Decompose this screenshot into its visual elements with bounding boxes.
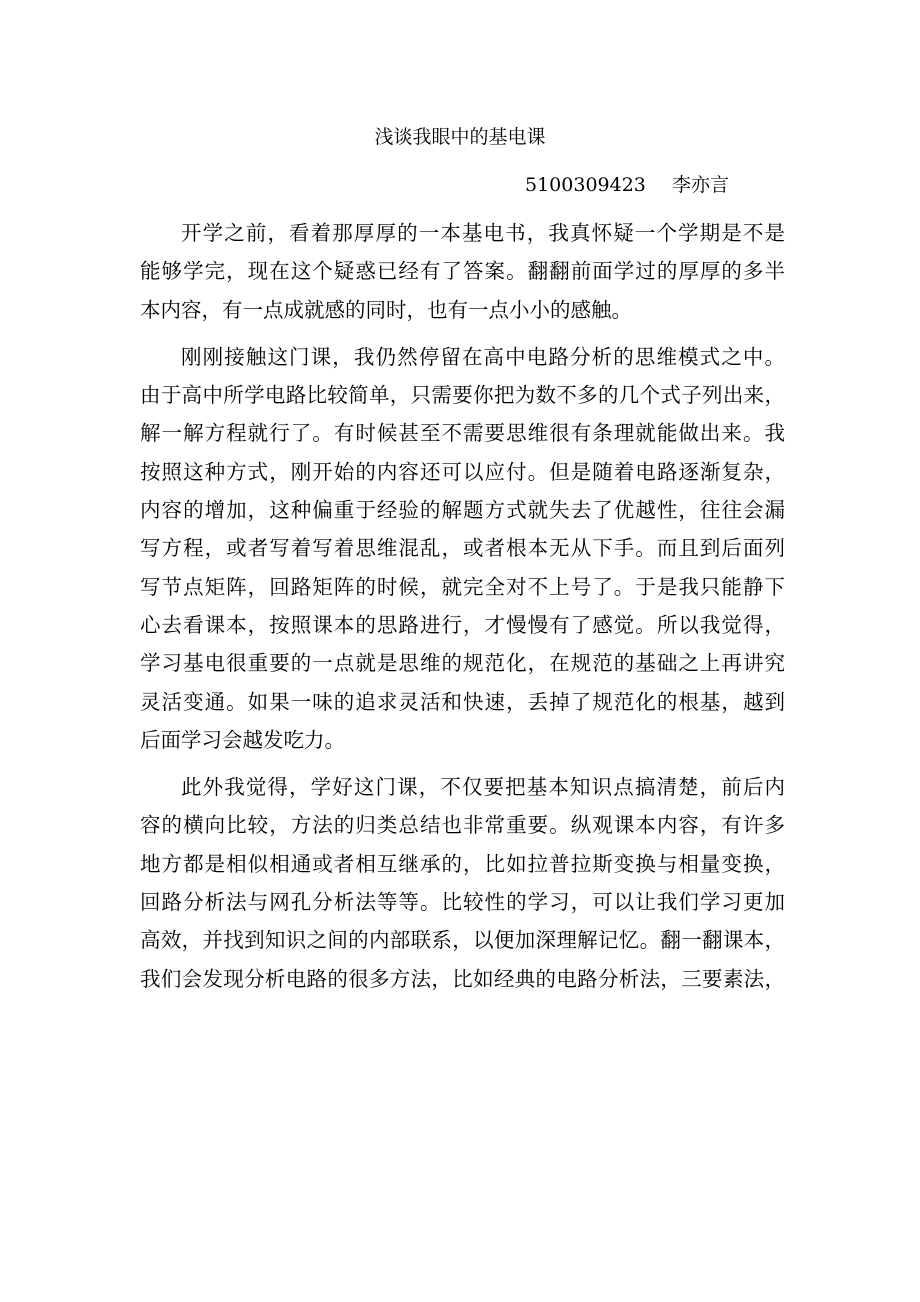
text-line: 能够学完，现在这个疑惑已经有了答案。翻翻前面学过的厚厚的多半 xyxy=(140,259,785,284)
paragraph xyxy=(140,214,785,329)
text-line: 此外我觉得，学好这门课，不仅要把基本知识点搞清楚，前后内 xyxy=(181,775,785,800)
text-line: 解一解方程就行了。有时候甚至不需要思维很有条理就能做出来。我 xyxy=(140,421,785,446)
author-name: 李亦言 xyxy=(671,174,729,196)
text-line: 回路分析法与网孔分析法等等。比较性的学习，可以让我们学习更加 xyxy=(140,890,785,915)
text-line: 刚刚接触这门课，我仍然停留在高中电路分析的思维模式之中。 xyxy=(181,344,785,369)
text-line: 高效，并找到知识之间的内部联系，以便加深理解记忆。翻一翻课本， xyxy=(140,928,785,953)
document-body xyxy=(140,214,785,998)
text-line: 写方程，或者写着写着思维混乱，或者根本无从下手。而且到后面列 xyxy=(140,536,785,561)
text-line: 容的横向比较，方法的归类总结也非常重要。纵观课本内容，有许多 xyxy=(140,813,785,838)
author-line xyxy=(525,172,729,198)
text-line: 后面学习会越发吃力。 xyxy=(140,727,345,752)
text-line: 本内容，有一点成就感的同时，也有一点小小的感触。 xyxy=(140,297,632,322)
paragraph xyxy=(140,768,785,998)
text-line: 写节点矩阵，回路矩阵的时候，就完全对不上号了。于是我只能静下 xyxy=(140,574,785,599)
text-line: 内容的增加，这种偏重于经验的解题方式就失去了优越性，往往会漏 xyxy=(140,498,785,523)
text-line: 学习基电很重要的一点就是思维的规范化，在规范的基础之上再讲究 xyxy=(140,651,785,676)
text-line: 由于高中所学电路比较简单，只需要你把为数不多的几个式子列出来， xyxy=(140,383,785,408)
document-title: 浅谈我眼中的基电课 xyxy=(374,126,546,148)
student-id: 5100309423 xyxy=(525,174,646,196)
text-line: 开学之前，看着那厚厚的一本基电书，我真怀疑一个学期是不是 xyxy=(181,221,785,245)
text-line: 地方都是相似相通或者相互继承的，比如拉普拉斯变换与相量变换， xyxy=(140,851,785,876)
text-line: 我们会发现分析电路的很多方法，比如经典的电路分析法，三要素法， xyxy=(140,966,785,991)
text-line: 灵活变通。如果一味的追求灵活和快速，丢掉了规范化的根基，越到 xyxy=(140,689,785,714)
text-line: 按照这种方式，刚开始的内容还可以应付。但是随着电路逐渐复杂， xyxy=(140,459,785,484)
text-line: 心去看课本，按照课本的思路进行，才慢慢有了感觉。所以我觉得， xyxy=(140,612,785,637)
paragraph xyxy=(140,338,785,759)
